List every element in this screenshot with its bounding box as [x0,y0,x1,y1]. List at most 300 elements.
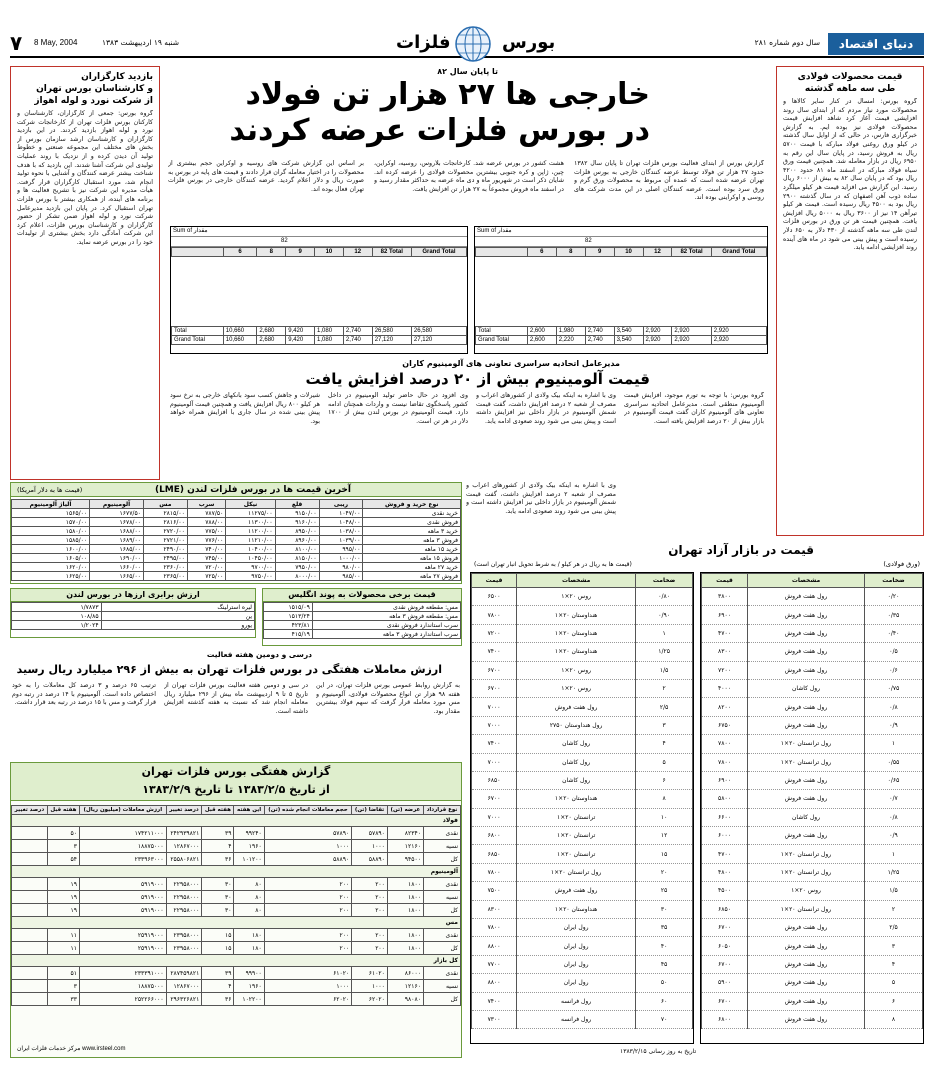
cell: ۰/۷ [865,790,923,808]
free-market-section [470,542,924,1058]
cell: ۱۰۴۷/۰۰ [319,509,363,518]
table-row [702,882,923,900]
table-row [12,509,461,518]
table-row [702,808,923,826]
cell: رول هفت فروش [747,827,864,845]
table-row [702,937,923,955]
cell: 2,600 [527,336,556,345]
cell: ۷۸۰۰ [702,753,748,771]
table-row [12,536,461,545]
steel-title-line1: قیمت محصولات فولادی [797,72,903,82]
table-row [472,753,693,771]
cell: ۴۲۳/۸۱ [264,621,313,630]
table-row [12,840,461,853]
cell: ۱۸۰ [234,942,264,955]
group-label: کل بازار [12,955,461,967]
cell: رول هفت فروش [747,771,864,789]
cell: ۱/۲۵ [865,863,923,881]
cell: 2,680 [257,336,286,345]
lme-col: قلع [275,500,319,509]
cell: ۳۰ [202,904,234,917]
cell: ۶۷۰۰ [702,955,748,973]
cell: ۰/۲۰ [865,588,923,606]
cell: ۱۶۸۵/۰۰ [90,545,144,554]
table-row [12,967,461,980]
cell: ۰/۷۵ [865,679,923,697]
cell: 2,740 [585,336,614,345]
cell: ۱۰۸/۸۵ [12,612,102,621]
section-metals: فلزات [396,32,451,53]
cell: 1,080 [315,336,344,345]
table-row [702,679,923,697]
cell: ۱۰۳۸/۰۰ [319,527,363,536]
lead-kicker: تا پایان سال ۸۲ [437,67,498,76]
table-row [472,863,693,881]
cell: ۹۴۵۰۰ [387,853,423,866]
cell: ۴۷۰۰ [702,624,748,642]
table-row [264,630,461,639]
cell: ۷۰۰۰ [472,753,517,771]
steel-body: گروه بورس: امسال در کنار سایر کالاها و محصولات مورد نیاز مردم که از ابتدای سال روند افزایشی قیمت آغاز کرد شاهد افزایش قیمت محصولات فولادی نیز بوده ایم. به گزارش خبرگزاری فارس، در حالی که از اوایل سال گذشته در کیلو ورق روغنی فولاد مبارکه با قیمت ۵۷۰۰ ریال به فروش رسید، در پایان سال این رقم به ۶۹۵۰ ریال در بازار معامله شد. همچنین قیمت ورق سیاه فولاد مبارکه در اسفند ماه ۸۱ حدود ۴۲۰۰ ریال بود که در پایان سال ۸۲ به بیش از ۶۰۰۰ ریال رسید. این گزارش می افزاید قیمت هر کیلو میلگرد ساده ذوب آهن اصفهان که در سال گذشته ۲۹۰۰ ریال بود به ۴۵۰۰ ریال رسیده است. قیمت هر کیلو تیرآهن ۱۴ نیز از ۳۶۰۰ ریال به ۵۰۰۰ ریال افزایش یافت. همچنین قیمت هر تن ورق در بورس فلزات لندن طی سه ماهه گذشته از ۴۳۰ دلار به ۶۵۰ دلار رسیده است و پیش بینی می شود در ماه های آینده روند افزایشی ادامه یابد. [783,98,917,252]
alu-body-col2: وی با اشاره به اینکه بیک ولادی از کشورهای اعراب و مصرف از شعبه ۲ درصد افزایش داشت، گفت قیمت شمش آلومینیوم در بازار داخلی نیز افزایش داشته است و پیش بینی می شود روند صعودی ادامه یابد. [476,392,616,425]
cell: ۴ [202,980,234,993]
date-latin: 8 May, 2004 [34,38,78,47]
cell: ۱۸۰۰ [387,878,423,891]
cell: ۲۸۱۶/۰۰ [143,518,187,527]
cell: ۲۵۲۲۶۶۰۰۰ [79,993,166,1006]
cell: ۵۹۱۹۰۰۰ [79,904,166,917]
cell: ۸۰ [234,891,264,904]
cell: هنداوستان ۲۰×۱ [517,606,636,624]
cell: ۹۹۵/۰۰ [319,545,363,554]
cell: ۰/۵ [865,643,923,661]
cell: ۸۲۰۰ [702,698,748,716]
cell: ۶۰ [636,992,693,1010]
cell: ۳ [865,937,923,955]
cell: ۵۱ [47,967,79,980]
table-row [702,1010,923,1028]
supply-left-col: 10 [315,248,344,257]
cell: 2,920 [711,336,766,345]
table-row [472,606,693,624]
cell: 3,540 [614,336,643,345]
cell: ۱۵۸۰/۰۰ [12,527,90,536]
supply-right-col: 82 Total [672,248,711,257]
cell: روس ۲۰×۱ [517,679,636,697]
table-row [702,624,923,642]
cell: 2,740 [585,327,614,336]
cell: ۲۳۶۵/۰۰ [143,572,187,581]
free-market-unit-left: (قیمت ها به ریال در هر کیلو / به شرط تحویل انبار تهران است) [474,561,632,568]
newspaper-logo [828,33,924,55]
cell: ۱۲۱۶۰ [387,840,423,853]
cell: ۵۰ [636,974,693,992]
table-header [702,574,923,588]
cell: ۱ [865,845,923,863]
table-row [472,845,693,863]
free-market-col: قیمت [472,574,517,588]
cell [12,904,48,917]
cell: رول هفت فروش [747,661,864,679]
cell: ۱۸۸۷۵۰۰۰ [79,840,166,853]
weekly-col: درصد تغییر [166,806,202,815]
cell: ۶۸۵۰ [472,771,517,789]
table-row [702,716,923,734]
cell: ۳۰ [202,878,234,891]
cell: ۴۷۰۰ [702,845,748,863]
alu-body-col3: وی افزود در حال حاضر تولید آلومینیوم در داخل کشور پاسخگوی تقاضا نیست و واردات همچنان ادامه دارد. قیمت آلومینیوم در بورس لندن بیش از ۱۷۰۰ دلار در هر تن است. [328,392,468,425]
table-row [12,878,461,891]
cell: ۱۰۰۰/۰۰ [319,554,363,563]
section-bourse: بورس [502,32,556,53]
cell: ۱۹۶۰ [234,840,264,853]
cell: خرید ۲۷ ماهه [363,563,461,572]
cell: ۳۰ [636,900,693,918]
gbp-title: قیمت برخی محصولات به پوند انگلیس [263,589,461,602]
cell: ۱۰۰۰ [264,980,352,993]
cell: ۱۶۷۸/۰۰ [90,518,144,527]
cell: ۷۴۰۰ [472,643,517,661]
table-row [702,919,923,937]
cell: ۸۰ [234,904,264,917]
cell: رول هفت فروش [747,698,864,716]
cell: ۱۲۸۶۷۰۰۰ [166,980,202,993]
cell: ۴۵۰۰ [702,882,748,900]
cell: ۶۲۰۲۰ [352,993,388,1006]
cell: ۷۸۷/۵۰ [187,509,226,518]
cell: کل [423,993,460,1006]
cell: ۱۱ [47,929,79,942]
cell: ۴۰۰۰ [702,679,748,697]
table-row [12,572,461,581]
table-row [472,661,693,679]
cell: ۶۹۰۰ [702,771,748,789]
cell: 2,920 [711,327,766,336]
supply-left-col: Grand Total [411,248,466,257]
table-row [12,554,461,563]
table-row [472,955,693,973]
table-row [702,643,923,661]
cell: 27,120 [411,336,466,345]
page-number: ۷ [10,31,23,55]
logo-text: دنیای اقتصاد [838,37,914,51]
cell: ۶۲۰۲۰ [264,993,352,1006]
table-row [12,603,255,612]
supply-right-year: 82 [475,237,767,247]
cell: ۱۶۲۰/۰۰ [12,563,90,572]
table-row [264,612,461,621]
free-market-col: قیمت [702,574,748,588]
cell: ۰/۸ [865,698,923,716]
cell: ۱/۲۰۲۴ [12,621,102,630]
cell: رول ترانستان ۲۰×۱ [517,863,636,881]
table-row [12,929,461,942]
cell: ۸۱۵۰/۰۰ [275,554,319,563]
cell: ۵۸۰۰ [702,790,748,808]
cell: مس: مقطعه فروش نقدی [312,603,460,612]
cell: ۲۳۳۹۶۳۰۰۰ [79,853,166,866]
cell: رول ایران [517,919,636,937]
weekly-report-subtitle: از تاریخ ۱۳۸۳/۲/۵ تا تاریخ ۱۳۸۳/۲/۹ [142,783,330,796]
visit-title-line3: از شرکت نورد و لوله اهواز [34,96,153,106]
cell: ۰/۶ [865,661,923,679]
group-row [12,955,461,967]
cell: ۱۶۸۹/۰۰ [90,536,144,545]
free-market-col: مشخصات [517,574,636,588]
group-label: مس [12,917,461,929]
cell: ۷۸۰۰ [702,735,748,753]
cell: ۷۴۰/۰۰ [187,545,226,554]
cell: 2,680 [257,327,286,336]
cell: ۱۲ [636,827,693,845]
cell: ۷۸۸/۰۰ [187,518,226,527]
table-row [12,942,461,955]
cell: ۰/۹ [865,716,923,734]
cell: ۷۲۵/۰۰ [187,572,226,581]
cell: ۱۹ [47,878,79,891]
cell: ۷۳۰۰ [472,1010,517,1028]
table-row [702,606,923,624]
cell: ۸۳۰۰ [472,900,517,918]
cell: ۲۰۰ [264,942,352,955]
cell: رول هفت فروش [747,643,864,661]
cell: رول هفت فروش [747,974,864,992]
table-row [472,992,693,1010]
cell: ۲۰۰ [352,878,388,891]
lme-header [11,483,461,497]
supply-right-col: 6 [527,248,556,257]
cell: ۴ [865,955,923,973]
cell: ۲۴۲۹۳۹۸۲۱ [166,827,202,840]
cell: Total [172,327,224,336]
cell: ۷۴۰۰ [472,992,517,1010]
alu-body-col1: گروه بورس: با توجه به تورم موجود، افزایش قیمت آلومینیوم منطقی است. مدیرعامل اتحادیه سراسری تعاونی های آلومینیوم کاران گفت قیمت آلومینیوم در بازار بیش از ۲۰ درصد افزایش یافته است. [624,392,764,425]
lme-unit: (قیمت ها به دلار آمریکا) [17,486,83,494]
cell: ۹۸۵/۰۰ [319,572,363,581]
lead-body-col2: هشت کشور در بورس عرضه شد. کارخانجات بلاروس، روسیه، اوکراین، چین، ژاپن و کره جنوبی بیشترین محصولات فولادی را عرضه کرده اند. شایان ذکر است در شهریور ماه و دی ماه عرضه به حداکثر مقدار رسید و در اسفند ماه فروش مجموعاً به ۲۷ هزار تن افزایش یافت. [374,160,564,193]
cell: رول ترانستان ۲۰×۱ [747,753,864,771]
cell: خرید ۱۵ ماهه [363,545,461,554]
cell: ۱۰۳۹/۰۰ [319,536,363,545]
lme-col: سرب [187,500,226,509]
table-row [472,919,693,937]
table-row [472,974,693,992]
cell: ۶۷۰۰ [702,992,748,1010]
cell: ۱/۷۸۷۳ [12,603,102,612]
table-row [472,790,693,808]
weekly-col: نوع قرارداد [423,806,460,815]
cell: رول ایران [517,937,636,955]
cell: ۹۷۵۰/۰۰ [226,572,275,581]
cell: 3,540 [614,327,643,336]
cell: رول کاشان [747,808,864,826]
cell: ۱۰۱۲۰۰ [234,853,264,866]
cell: ۱۸۰۰ [387,904,423,917]
lead-title-line2: در بورس فلزات عرضه کردند [229,113,650,148]
cell: ۱۱۳۰۰/۰۰ [226,518,275,527]
globe-icon [453,24,493,64]
cell [12,878,48,891]
table-row [702,588,923,606]
cell: ۹۹۲۴۰ [234,827,264,840]
cell: ۲۳۶۰/۰۰ [143,563,187,572]
cell: ترانستان ۲۰×۱ [517,808,636,826]
table-row [702,698,923,716]
cell: ۱۹۶۰ [234,980,264,993]
cell: 2,740 [343,336,372,345]
cell: کل [423,904,460,917]
cell: مس: مقطعه فروش ۳ ماهه [312,612,460,621]
cell: ۱۸۸۷۵۰۰۰ [79,980,166,993]
cell: ۷۷۵/۰۰ [187,527,226,536]
table-row [172,327,467,336]
cell: ۱۲۱۶۰ [387,980,423,993]
cell: ۱۰۲۲۰۰ [234,993,264,1006]
cell: ۶۹۰۰ [702,606,748,624]
supply-left-col: 9 [286,248,315,257]
cell: ۷۸۰۰ [472,606,517,624]
table-row [12,993,461,1006]
table-row [472,735,693,753]
lme-col: آلیاژ آلومینیوم [12,500,90,509]
cell: 2,920 [672,327,711,336]
cell: ۱۸۰۰ [387,891,423,904]
cell: ۱۱۲۱۰/۰۰ [226,536,275,545]
cell: رول هفت فروش [747,937,864,955]
cell: ۳ [636,716,693,734]
cell: ۳۶ [202,993,234,1006]
cell: ۳ [47,980,79,993]
cell: رول هفت فروش [747,606,864,624]
cell: ۹۱۵۰/۰۰ [275,509,319,518]
cell: ۱/۲۵ [636,643,693,661]
cell: ۵۹۰۰ [702,974,748,992]
cell: ۱۰۰۰ [352,840,388,853]
cell: ۵ [636,753,693,771]
cell [12,980,48,993]
cell: ۱/۵ [636,661,693,679]
lead-article [166,66,770,218]
cell: 26,580 [411,327,466,336]
cell: نسیه [423,891,460,904]
weekly-news-kicker: درسی و دومین هفته فعالیت [206,650,312,659]
cell: رول هفت فروش [517,698,636,716]
free-market-left-grid [471,573,693,1029]
table-row [12,827,461,840]
cell: ۹۸۰۸۰ [387,993,423,1006]
cell: رول ایران [517,974,636,992]
free-market-left-table [470,572,694,1044]
cell [12,827,48,840]
cell: خرید ۳ ماهه [363,527,461,536]
cell: ۱۵۷۰/۰۰ [12,518,90,527]
cell: ۲۴۹۵/۰۰ [143,554,187,563]
cell: رول هفت فروش [747,716,864,734]
cell [12,853,48,866]
lme-table [11,499,461,581]
supply-right-col: 9 [585,248,614,257]
table-row [12,980,461,993]
cell: ۳ [47,840,79,853]
cell: ۶ [865,992,923,1010]
cell: ۷۸۰۰ [472,919,517,937]
gbp-section [262,588,462,646]
cell: ۷۲۰۰ [472,624,517,642]
cell: رول فرانسه [517,1010,636,1028]
weekly-col: هفته قبل [202,806,234,815]
cell: ۱۱۲۷۵/۰۰ [226,509,275,518]
supply-left-col: 8 [257,248,286,257]
cell: ۲/۵ [636,698,693,716]
cell: ۱۵ [202,929,234,942]
cell: ۶۷۰۰ [472,790,517,808]
cell: 2,740 [343,327,372,336]
table-row [12,904,461,917]
weekly-report-source: مرکز خدمات فلزات ایران www.irsteel.com [17,1046,126,1052]
cell: ۸۸۰۰ [472,974,517,992]
alu-body-col4: شیرلات و جاهش کسب سود بانکهای خارجی به نرخ سود هر کیلو ۸۰۰ ریال افزایش یافت و همچنین قیمت آلومینیوم پیش بینی شده در سال جاری با افزایش همراه خواهد بود. [170,392,320,425]
cell: فروش ۳ ماهه [363,536,461,545]
table-row [12,527,461,536]
table-row [472,882,693,900]
table-row [12,518,461,527]
weekly-col: این هفته [234,806,264,815]
visit-title-line1: بازدید کارگزاران [81,72,153,82]
free-market-col: مشخصات [747,574,864,588]
table-row [472,937,693,955]
table-row [472,1010,693,1028]
weekly-report [10,762,462,1058]
cell: ۲۷۲۰/۰۰ [143,527,187,536]
cell: رول فرانسه [517,992,636,1010]
cell: رول هنداوستان ۲۷۵۰ [517,716,636,734]
cell: ۸۲۳۴۰ [387,827,423,840]
cell: رول هفت فروش [747,992,864,1010]
cell: ۲۸۷۴۵۹۸۲۱ [166,967,202,980]
cell: ۱ [636,624,693,642]
cell: رول ترانستان ۲۰×۱ [747,900,864,918]
lme-col: ریبی [319,500,363,509]
cell: کل [423,853,460,866]
table-row [172,257,467,327]
cell: 2,920 [672,336,711,345]
supply-table-left [170,226,468,354]
cell: ۱۱۲۰۰/۰۰ [226,527,275,536]
cell: ۷۴۵/۰۰ [187,554,226,563]
cell: ۱۶۷۷/۵۰ [90,509,144,518]
table-row [12,563,461,572]
cell: ۲۰۰ [352,942,388,955]
cell: رول هفت فروش [747,624,864,642]
supply-right-grid [475,247,767,345]
weekly-news-title: ارزش معاملات هفتگی در بورس فلزات تهران به بیش از ۲۹۶ میلیارد ریال رسید [16,663,442,676]
weekly-col: هفته قبل [47,806,79,815]
table-row [472,643,693,661]
cell: Total [476,327,528,336]
cell: روس ۲۰×۱ [517,661,636,679]
cell: فروش ۲۷ ماهه [363,572,461,581]
cell: 9,420 [286,327,315,336]
cell: 10,660 [223,336,257,345]
cell: ۷۸۰۰ [472,863,517,881]
weekly-report-title: گزارش هفتگی بورس فلزات تهران [141,765,331,778]
cell: ۶۷۰۰ [472,679,517,697]
cell: ۰/۴۰ [865,624,923,642]
lead-body-col3: بر اساس این گزارش شرکت های روسیه و اوکراین حجم بیشتری از محصولات را در اختیار معامله گران قرار دادند و قیمت های پایه در بورس به صورت ریال و دلار اعلام گردید. عرضه کنندگان خارجی در بورس فلزات تهران فعال بوده اند. [168,160,364,193]
table-row [702,845,923,863]
cell: ۱۸۰ [234,929,264,942]
table-row [472,808,693,826]
